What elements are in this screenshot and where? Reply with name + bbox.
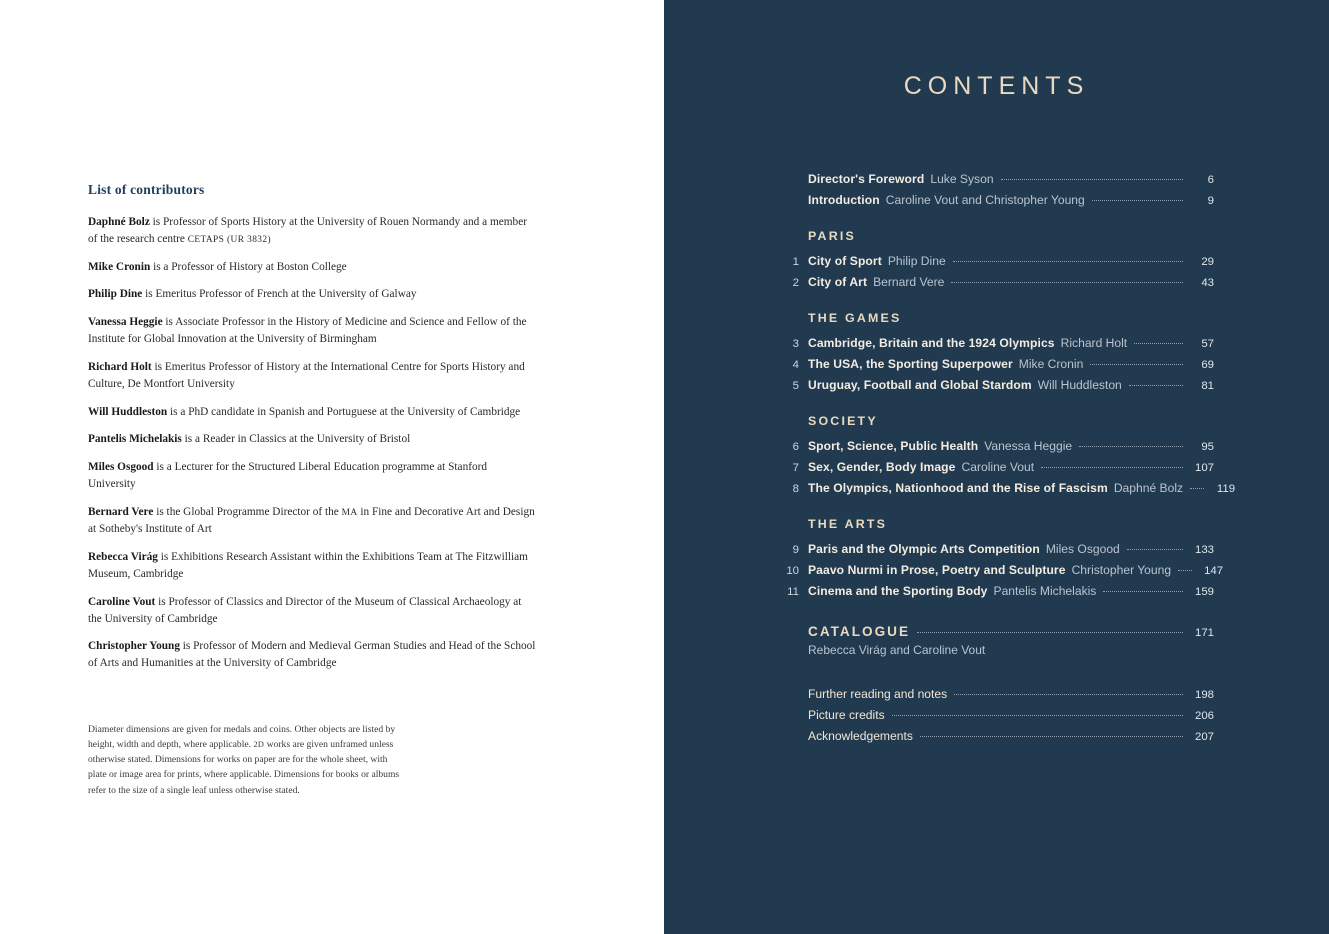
toc-entry-author: Luke Syson	[930, 172, 994, 186]
toc-entry-title: The USA, the Sporting Superpower	[808, 357, 1013, 371]
toc-leader-dots	[1134, 343, 1183, 344]
note-smallcaps: 2D	[253, 740, 265, 750]
toc-entry-title: Paavo Nurmi in Prose, Poetry and Sculpture	[808, 563, 1066, 577]
contributor-description: is a Reader in Classics at the University of Bristol	[181, 433, 411, 446]
toc-page-number: 81	[1201, 380, 1214, 392]
toc-page-number: 198	[1194, 689, 1214, 701]
toc-entry-title: Sport, Science, Public Health	[808, 439, 979, 453]
toc-leader-dots	[954, 694, 1183, 695]
contributor-name: Christopher Young	[88, 640, 180, 653]
contributor-entry	[88, 359, 536, 393]
contributor-name: Will Huddleston	[88, 405, 168, 418]
toc-chapter-number: 5	[792, 380, 799, 392]
toc-entry[interactable]	[782, 481, 1236, 495]
contributor-name: Caroline Vout	[88, 595, 156, 608]
contributor-description-tail: in Fine and Decorative Art and Design at Sotheby's Institute of Art	[88, 505, 535, 536]
toc-entry-author: Caroline Vout and Christopher Young	[885, 193, 1085, 207]
toc-leader-dots	[1127, 549, 1183, 550]
toc-entry-title: Director's Foreword	[808, 172, 925, 186]
note-text-part2: works are given unframed unless otherwise stated. Dimensions for works on paper are for the whole sheet, with plate or image area for prints, where applicable. Dimensions for books or albums refer to the size of a single leaf unless otherwise stated.	[88, 739, 400, 796]
toc-leader-dots	[1001, 179, 1183, 180]
toc-page-number: 207	[1194, 731, 1214, 743]
contributor-description: is a PhD candidate in Spanish and Portuguese at the University of Cambridge	[167, 405, 521, 418]
toc-entry-author: Philip Dine	[887, 254, 946, 268]
contents-heading: CONTENTS	[903, 72, 1090, 100]
toc-entry-title: The Olympics, Nationhood and the Rise of Fascism	[808, 481, 1108, 495]
contributor-smallcaps: CETAPS (UR 3832)	[187, 235, 271, 246]
toc-entry[interactable]	[782, 542, 1214, 556]
contributor-name: Mike Cronin	[88, 260, 151, 273]
contributor-name: Pantelis Michelakis	[88, 433, 182, 446]
toc-backmatter-entry[interactable]	[782, 729, 1214, 743]
toc-entry-author: Miles Osgood	[1045, 542, 1120, 556]
toc-section-heading: PARIS	[808, 229, 856, 243]
left-page	[0, 0, 664, 934]
toc-page-number: 159	[1194, 586, 1214, 598]
toc-entry-author: Vanessa Heggie	[984, 439, 1073, 453]
toc-catalogue-authors: Rebecca Virág and Caroline Vout	[808, 643, 986, 657]
contributor-name: Daphné Bolz	[88, 216, 150, 228]
toc-leader-dots	[1103, 591, 1183, 592]
toc-entry-author: Richard Holt	[1060, 336, 1128, 350]
toc-entry-author: Pantelis Michelakis	[993, 584, 1097, 598]
contributor-name: Rebecca Virág	[88, 550, 158, 563]
toc-leader-dots	[953, 261, 1183, 262]
toc-leader-dots	[920, 736, 1183, 737]
toc-entry-title: Further reading and notes	[808, 687, 948, 701]
contributor-smallcaps: MA	[341, 507, 358, 518]
toc-chapter-number: 4	[792, 359, 799, 371]
toc-chapter-number: 1	[792, 256, 799, 268]
toc-leader-dots	[892, 715, 1183, 716]
toc-entry-author: Will Huddleston	[1037, 378, 1122, 392]
contributor-entry	[88, 404, 536, 421]
toc-entry[interactable]	[782, 172, 1214, 186]
toc-entry[interactable]	[782, 254, 1214, 268]
toc-backmatter-entry[interactable]	[782, 687, 1214, 701]
contributor-name: Bernard Vere	[88, 505, 154, 518]
toc-page-number: 119	[1216, 483, 1236, 495]
contributor-entry	[88, 286, 536, 303]
toc-chapter-number: 6	[792, 441, 799, 453]
toc-leader-dots	[917, 632, 1183, 633]
contributor-name: Miles Osgood	[88, 461, 154, 474]
toc-page-number: 6	[1207, 174, 1214, 186]
contributor-description: is Exhibitions Research Assistant within the Exhibitions Team at The Fitzwilliam Museum, Cambridge	[88, 550, 528, 580]
toc-catalogue-title: CATALOGUE	[808, 624, 911, 639]
toc-entry-author: Mike Cronin	[1018, 357, 1084, 371]
toc-page-number: 206	[1194, 710, 1214, 722]
contributor-entry	[88, 504, 536, 538]
toc-entry-title: Sex, Gender, Body Image	[808, 460, 956, 474]
toc-leader-dots	[1090, 364, 1183, 365]
contributors-block	[88, 182, 548, 683]
contributor-description: is Professor of Modern and Medieval German Studies and Head of the School of Arts and Humanities at the University of Cambridge	[88, 640, 536, 670]
contributor-description: is Emeritus Professor of French at the University of Galway	[142, 288, 417, 301]
toc-entry-title: City of Sport	[808, 254, 882, 268]
toc-page-number: 133	[1194, 544, 1214, 556]
contributor-name: Richard Holt	[88, 360, 152, 373]
toc-entry[interactable]	[782, 584, 1214, 598]
contributor-name: Vanessa Heggie	[88, 316, 163, 329]
toc-entry-author: Christopher Young	[1071, 563, 1172, 577]
contributor-description: is Associate Professor in the History of Medicine and Science and Fellow of the Institute for Global Innovation at the University of Birmingham	[88, 316, 527, 346]
toc-page-number: 147	[1204, 565, 1224, 577]
toc-chapter-number: 8	[792, 483, 799, 495]
toc-chapter-number: 11	[787, 586, 799, 598]
contributor-entry	[88, 594, 536, 628]
toc-entry[interactable]	[782, 378, 1214, 392]
contributor-entry	[88, 214, 536, 248]
toc-entry-author: Caroline Vout	[961, 460, 1035, 474]
toc-section-heading: THE GAMES	[808, 311, 902, 325]
toc-entry-author: Daphné Bolz	[1113, 481, 1184, 495]
toc-entry[interactable]	[782, 357, 1214, 371]
contributor-entry	[88, 638, 536, 672]
toc-entry-title: Paris and the Olympic Arts Competition	[808, 542, 1040, 556]
toc-page-number: 9	[1207, 195, 1214, 207]
toc-entry-title: Cinema and the Sporting Body	[808, 584, 988, 598]
contributor-description: is Professor of Classics and Director of the Museum of Classical Archaeology at the University of Cambridge	[88, 595, 522, 625]
toc-entry-author: Bernard Vere	[873, 275, 945, 289]
toc-leader-dots	[1190, 488, 1204, 489]
toc-page-number: 107	[1194, 462, 1214, 474]
contributor-description: is Professor of Sports History at the University of Rouen Normandy and a member of the research centre	[88, 216, 527, 246]
toc-page-number: 69	[1201, 359, 1214, 371]
contributor-name: Philip Dine	[88, 288, 143, 301]
toc-page-number: 171	[1194, 627, 1214, 639]
toc-catalogue-entry[interactable]	[782, 624, 1214, 639]
dimensions-note	[88, 722, 406, 798]
toc-entry-title: City of Art	[808, 275, 868, 289]
toc-leader-dots	[951, 282, 1183, 283]
contributor-entry	[88, 259, 536, 276]
toc-section-heading: THE ARTS	[808, 517, 888, 531]
toc-chapter-number: 10	[786, 565, 799, 577]
toc-entry-title: Acknowledgements	[808, 729, 913, 743]
contributors-heading: List of contributors	[88, 182, 205, 197]
toc-entry[interactable]	[782, 563, 1224, 577]
toc-entry[interactable]	[782, 439, 1214, 453]
toc-page-number: 43	[1201, 277, 1214, 289]
contributors-list	[88, 214, 548, 673]
contributor-description: is Emeritus Professor of History at the International Centre for Sports History and Culture, De Montfort University	[88, 360, 525, 391]
toc-spacer	[782, 671, 1214, 687]
toc-chapter-number: 9	[792, 544, 799, 556]
toc-entry-title: Picture credits	[808, 708, 885, 722]
contributor-description: is the Global Programme Director of the	[153, 505, 342, 518]
contributor-entry	[88, 459, 536, 493]
contributor-description: is a Professor of History at Boston College	[150, 260, 347, 273]
contributor-entry	[88, 431, 536, 448]
toc-chapter-number: 3	[792, 338, 799, 350]
toc-entry-title: Uruguay, Football and Global Stardom	[808, 378, 1032, 392]
toc-page-number: 57	[1201, 338, 1214, 350]
toc-leader-dots	[1041, 467, 1183, 468]
toc-chapter-number: 2	[792, 277, 799, 289]
toc-leader-dots	[1178, 570, 1192, 571]
table-of-contents	[782, 172, 1236, 750]
toc-page-number: 95	[1201, 441, 1214, 453]
toc-leader-dots	[1079, 446, 1183, 447]
contributor-entry	[88, 549, 536, 583]
toc-leader-dots	[1092, 200, 1183, 201]
toc-page-number: 29	[1201, 256, 1214, 268]
toc-entry[interactable]	[782, 275, 1214, 289]
toc-entry[interactable]	[782, 336, 1214, 350]
contributor-entry	[88, 314, 536, 348]
toc-chapter-number: 7	[792, 462, 799, 474]
toc-entry[interactable]	[782, 460, 1214, 474]
toc-entry-title: Introduction	[808, 193, 880, 207]
toc-backmatter-entry[interactable]	[782, 708, 1214, 722]
right-page	[664, 0, 1329, 934]
toc-leader-dots	[1129, 385, 1183, 386]
toc-entry-title: Cambridge, Britain and the 1924 Olympics	[808, 336, 1055, 350]
toc-section-heading: SOCIETY	[808, 414, 878, 428]
note-text-part1: Diameter dimensions are given for medals and coins. Other objects are listed by height, width and depth, where applicable.	[88, 724, 396, 751]
toc-entry[interactable]	[782, 193, 1214, 207]
contributor-description: is a Lecturer for the Structured Liberal Education programme at Stanford University	[88, 461, 488, 491]
